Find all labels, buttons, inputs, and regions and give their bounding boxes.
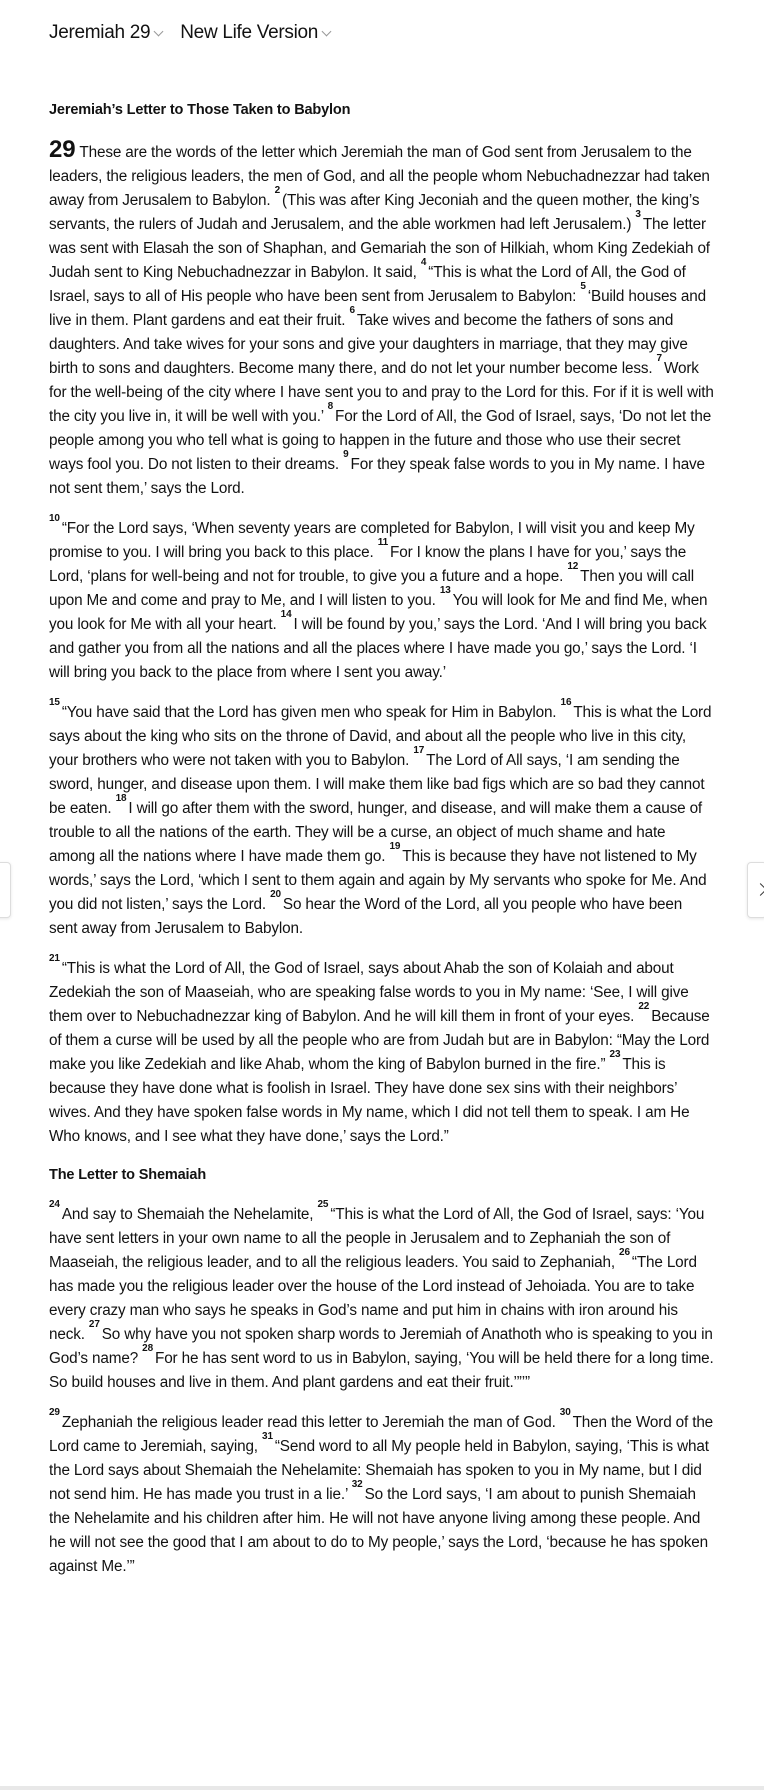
verse-text[interactable]: I will go after them with the sword, hunger, and disease, and will make them a cause of trouble to all the nations of the earth. They will be a curse, an object of much shame and hate among all the nations where I have made them go. xyxy=(49,800,703,865)
verse-number: 23 xyxy=(609,1049,621,1060)
verse-number: 9 xyxy=(343,449,349,460)
book-chapter-label: Jeremiah 29 xyxy=(49,22,151,43)
verse-number: 5 xyxy=(580,281,586,292)
verse-text[interactable]: I will be found by you,’ says the Lord. ‘And I will bring you back and gather you from all the nations and all the places where I have made you go,’ says the Lord. ‘I will bring you back to the place from where I sent you away.’ xyxy=(49,616,707,681)
verse-number: 32 xyxy=(351,1479,363,1490)
verse-text[interactable]: And say to Shemaiah the Nehelamite, xyxy=(61,1206,314,1223)
verse-number: 8 xyxy=(327,401,334,412)
verse-text[interactable]: For they speak false words to you in My name. I have not sent them,’ says the Lord. xyxy=(49,456,705,497)
verse-text[interactable]: “For the Lord says, ‘When seventy years are completed for Babylon, I will visit you and keep My promise to you. I will bring you back to this place. xyxy=(49,520,695,561)
section-heading: Jeremiah’s Letter to Those Taken to Babylon xyxy=(49,102,351,118)
version-label: New Life Version xyxy=(180,22,319,43)
verse-text[interactable]: Then the Word of the Lord came to Jeremiah, saying, xyxy=(49,1414,714,1455)
chapter-number: 29 xyxy=(49,136,76,163)
verse-text[interactable]: The Lord of All says, ‘I am sending the sword, hunger, and disease upon them. I will make them like bad figs which are so bad they cannot be eaten. xyxy=(49,752,705,817)
verse-text[interactable]: “The Lord has made you the religious leader over the house of the Lord instead of Jehoiada. You are to take every crazy man who says he speaks in God’s name and put him in chains with iron around his neck. xyxy=(49,1254,697,1343)
verse-text[interactable]: ‘Build houses and live in them. Plant gardens and eat their fruit. xyxy=(49,288,706,329)
verse-number: 12 xyxy=(567,561,579,572)
verse-number: 14 xyxy=(280,609,292,620)
verse-number: 24 xyxy=(49,1199,60,1210)
verse-text[interactable]: Then you will call upon Me and come and pray to Me, and I will listen to you. xyxy=(49,568,694,609)
verse-number: 25 xyxy=(317,1199,329,1210)
verse-number: 2 xyxy=(274,185,281,196)
previous-chapter-button[interactable] xyxy=(0,862,11,918)
verse-text[interactable]: These are the words of the letter which Jeremiah the man of God sent from Jerusalem to the leaders, the religious leaders, the men of God, and all the people whom Nebuchadnezzar had taken away from Jerusalem to Babylon. xyxy=(49,144,710,209)
verse-text[interactable]: Zephaniah the religious leader read this letter to Jeremiah the man of God. xyxy=(61,1414,556,1431)
verse-number: 30 xyxy=(559,1407,571,1418)
chevron-down-icon xyxy=(154,27,164,37)
paragraph xyxy=(49,513,714,685)
section-heading: The Letter to Shemaiah xyxy=(49,1167,207,1183)
chevron-down-icon xyxy=(322,27,332,37)
verse-text[interactable]: This is because they have not listened to My words,’ says the Lord, ‘which I sent to them again and again by My servants who spoke for Me. And you did not listen,’ says the Lord. xyxy=(49,848,707,913)
verse-number: 28 xyxy=(142,1343,153,1354)
version-selector[interactable] xyxy=(180,22,330,44)
verse-number: 3 xyxy=(635,209,641,220)
verse-number: 20 xyxy=(270,889,281,900)
verse-text[interactable]: “Send word to all My people held in Babylon, saying, ‘This is what the Lord says about Shemaiah the Nehelamite: Shemaiah has spoken to you in My name, but I did not send him. He has made you trust in a lie.’ xyxy=(49,1438,709,1503)
verse-text[interactable]: “You have said that the Lord has given men who speak for Him in Babylon. xyxy=(61,704,557,721)
paragraph xyxy=(49,138,714,501)
verse-text[interactable]: For the Lord of All, the God of Israel, says, ‘Do not let the people among you who tell what is going to happen in the future and those who use their secret ways fool you. Do not listen to their dreams. xyxy=(49,408,712,473)
verse-number: 31 xyxy=(262,1431,273,1442)
verse-text[interactable]: For he has sent word to us in Babylon, saying, ‘You will be held there for a long time. So build houses and live in them. And plant gardens and eat their fruit.’”’” xyxy=(49,1350,714,1391)
next-chapter-button[interactable] xyxy=(747,862,764,918)
verse-number: 15 xyxy=(49,697,60,708)
verse-text[interactable]: “This is what the Lord of All, the God of Israel, says about Ahab the son of Kolaiah and about Zedekiah the son of Maaseiah, who are speaking false words to you in My name: ‘See, I will give them over to Nebuchadnezzar king of Babylon. And he will kill them in front of your eyes. xyxy=(49,960,689,1025)
verse-number: 29 xyxy=(49,1407,60,1418)
paragraph xyxy=(49,1199,714,1395)
verse-number: 6 xyxy=(349,305,355,316)
verse-text[interactable]: The letter was sent with Elasah the son of Shaphan, and Gemariah the son of Hilkiah, whom King Zedekiah of Judah sent to King Nebuchadnezzar in Babylon. It said, xyxy=(49,216,710,281)
verse-number: 13 xyxy=(439,585,451,596)
paragraph xyxy=(49,1407,714,1579)
verse-number: 11 xyxy=(377,537,389,548)
verse-number: 26 xyxy=(619,1247,630,1258)
verse-number: 16 xyxy=(560,697,572,708)
chapter-content xyxy=(49,100,714,1595)
verse-text[interactable]: For I know the plans I have for you,’ says the Lord, ‘plans for well-being and not for trouble, to give you a future and a hope. xyxy=(49,544,687,585)
verse-number: 21 xyxy=(49,953,60,964)
chevron-right-icon xyxy=(754,883,764,896)
book-chapter-selector[interactable] xyxy=(49,22,162,44)
verse-text[interactable]: This is what the Lord says about the king who sits on the throne of David, and about all the people who live in this city, your brothers who were not taken with you to Babylon. xyxy=(49,704,712,769)
verse-number: 10 xyxy=(49,513,60,524)
verse-text[interactable]: So hear the Word of the Lord, all you people who have been sent away from Jerusalem to Babylon. xyxy=(49,896,683,937)
verse-text[interactable]: Because of them a curse will be used by all the people who are from Judah but are in Babylon: “May the Lord make you like Zedekiah and like Ahab, whom the king of Babylon burned in the fire.” xyxy=(49,1008,710,1073)
verse-text[interactable]: “This is what the Lord of All, the God of Israel, says to all of His people who have been sent from Jerusalem to Babylon: xyxy=(49,264,686,305)
verse-number: 17 xyxy=(413,745,425,756)
paragraph xyxy=(49,697,714,941)
verse-number: 22 xyxy=(638,1001,650,1012)
verse-text[interactable]: This is because they have done what is foolish in Israel. They have done sex sins with their neighbors’ wives. And they have spoken false words in My name, which I did not tell them to speak. I am He Who knows, and I see what they have done,’ says the Lord.” xyxy=(49,1056,690,1145)
verse-text[interactable]: You will look for Me and find Me, when you look for Me with all your heart. xyxy=(49,592,708,633)
footer-divider xyxy=(0,1786,764,1790)
verse-number: 18 xyxy=(115,793,127,804)
verse-number: 27 xyxy=(88,1319,100,1330)
verse-text[interactable]: Take wives and become the fathers of sons and daughters. And take wives for your sons and give your daughters in marriage, that they may give birth to sons and daughters. Become many there, and do not let your number become less. xyxy=(49,312,688,377)
verse-number: 19 xyxy=(389,841,401,852)
reader-header xyxy=(49,22,330,44)
verse-number: 7 xyxy=(656,353,662,364)
verse-number: 4 xyxy=(420,257,427,268)
verse-text[interactable]: So why have you not spoken sharp words to Jeremiah of Anathoth who is speaking to you in God’s name? xyxy=(49,1326,713,1367)
verse-text[interactable]: “This is what the Lord of All, the God of Israel, says: ‘You have sent letters in your own name to all the people in Jerusalem and to Zephaniah the son of Maaseiah, the religious leader, and to all the religious leaders. You said to Zephaniah, xyxy=(49,1206,705,1271)
verse-text[interactable]: (This was after King Jeconiah and the queen mother, the king’s servants, the rulers of Judah and Jerusalem, and the able workmen had left Jerusalem.) xyxy=(49,192,700,233)
verse-text[interactable]: Work for the well-being of the city where I have sent you to and pray to the Lord for this. For if it is well with the city you live in, it will be well with you.’ xyxy=(49,360,714,425)
verse-text[interactable]: So the Lord says, ‘I am about to punish Shemaiah the Nehelamite and his children after him. He will not have anyone living among these people. And he will not see the good that I am about to do to My people,’ says the Lord, ‘because he has spoken against Me.’” xyxy=(49,1486,708,1575)
paragraph xyxy=(49,953,714,1149)
